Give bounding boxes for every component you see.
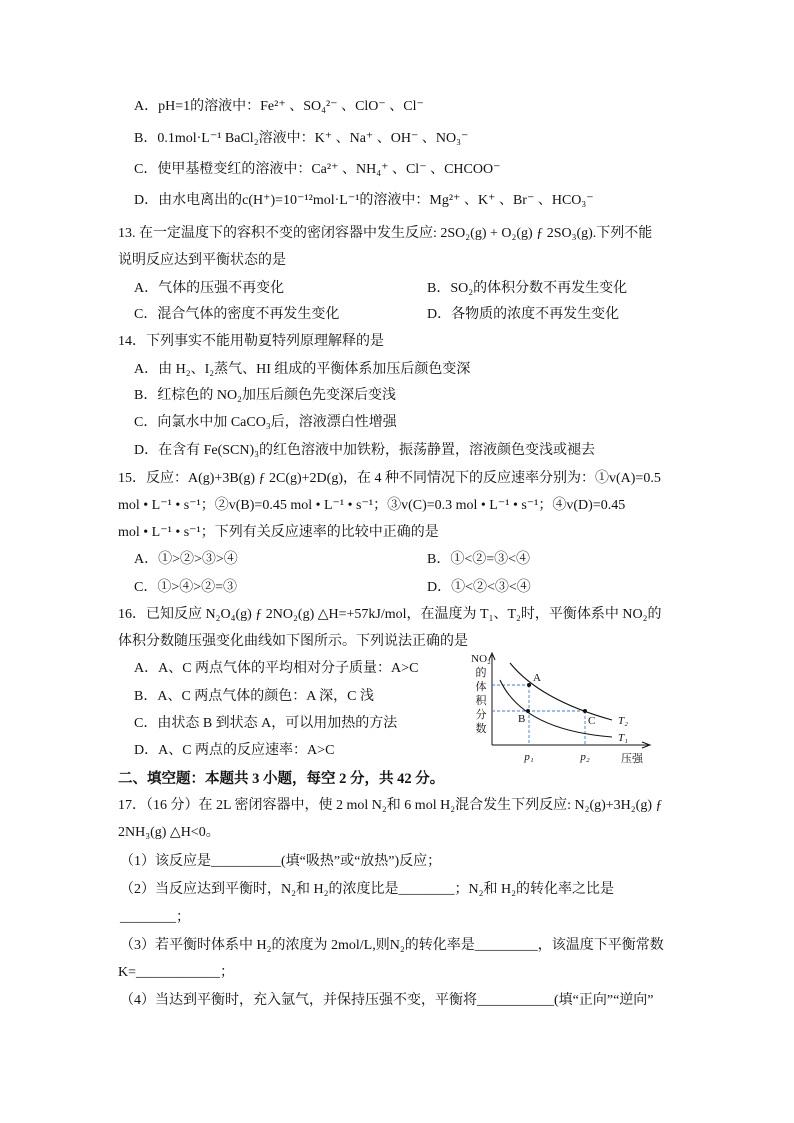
q17-stem-line-1: 17．（16 分）在 2L 密闭容器中，使 2 mol N₂和 6 mol H₂混合发生下列反应: N₂(g)+3H₂(g) ƒ <box>118 798 663 813</box>
q15-option-a: A．①>②>③>④ <box>134 552 238 567</box>
q13-stem-line-2: 说明反应达到平衡状态的是 <box>118 253 286 268</box>
q15-stem-line-2: mol • L⁻¹ • s⁻¹；②v(B)=0.45 mol • L⁻¹ • s⁻¹；③v(C)=0.3 mol • L⁻¹ • s⁻¹；④v(D)=0.45 <box>118 498 626 513</box>
y-axis-label-line-4: 积 <box>475 695 487 707</box>
point-c-label: C <box>588 715 596 727</box>
curve-t1 <box>500 680 612 737</box>
section-2-heading: 二、填空题：本题共 3 小题，每空 2 分，共 42 分。 <box>118 771 445 787</box>
q15-stem-line-1: 15．反应：A(g)+3B(g) ƒ 2C(g)+2D(g)，在 4 种不同情况下的反应速率分别为：①v(A)=0.5 <box>118 471 661 486</box>
point-c <box>583 709 587 713</box>
x-tick-p1: p₁ <box>524 751 534 763</box>
y-axis-label-line-5: 分 <box>475 709 487 721</box>
q12-option-c: C．使甲基橙变红的溶液中：Ca²⁺ 、NH₄⁺ 、Cl⁻ 、CHCOO⁻ <box>134 162 501 177</box>
q13-option-c: C．混合气体的密度不再发生变化 <box>134 307 340 322</box>
q16-option-b: B．A、C 两点气体的颜色：A 深，C 浅 <box>134 689 374 704</box>
q12-option-a: A．pH=1的溶液中：Fe²⁺ 、SO₄²⁻ 、ClO⁻ 、Cl⁻ <box>134 99 424 114</box>
q13-option-d: D．各物质的浓度不再发生变化 <box>427 307 620 322</box>
q16-stem-line-1: 16．已知反应 N₂O₄(g) ƒ 2NO₂(g) △H=+57kJ/mol，在温度为 T₁、T₂时，平衡体系中 NO₂的 <box>118 607 662 622</box>
q16-figure <box>465 648 655 770</box>
q17-part-2-continued: ________； <box>120 910 190 925</box>
q17-part-4: （4）当达到平衡时，充入氩气，并保持压强不变，平衡将___________(填“正向”“逆向” <box>120 993 654 1008</box>
q14-option-a: A．由 H₂、I₂蒸气、HI 组成的平衡体系加压后颜色变深 <box>134 362 471 377</box>
y-axis-label-line-1: NO₂ <box>471 653 491 665</box>
q12-option-d: D．由水电离出的c(H⁺)=10⁻¹²mol·L⁻¹的溶液中：Mg²⁺ 、K⁺ 、Br⁻ 、HCO₃⁻ <box>134 193 594 208</box>
q14-option-b: B．红棕色的 NO₂加压后颜色先变深后变浅 <box>134 388 396 403</box>
x-axis-label: 压强 <box>621 753 643 765</box>
curve-t1-label: T₁ <box>618 732 628 744</box>
q14-stem: 14．下列事实不能用勒夏特列原理解释的是 <box>118 334 384 349</box>
q16-option-d: D．A、C 两点的反应速率：A>C <box>134 743 335 758</box>
y-axis-label-line-6: 数 <box>475 723 487 735</box>
point-b <box>526 709 530 713</box>
q16-option-a: A．A、C 两点气体的平均相对分子质量：A>C <box>134 661 419 676</box>
point-a <box>527 683 531 687</box>
curve-t2 <box>510 663 612 720</box>
q17-part-3-continued: K=____________； <box>118 965 235 980</box>
y-axis-label-line-3: 体 <box>475 681 487 693</box>
q17-part-2: （2）当反应达到平衡时，N₂和 H₂的浓度比是________；N₂和 H₂的转化率之比是 <box>120 882 614 897</box>
point-a-label: A <box>533 672 541 684</box>
q13-stem-line-1: 13. 在一定温度下的容积不变的密闭容器中发生反应: 2SO₂(g) + O₂(g) ƒ 2SO₃(g).下列不能 <box>118 226 653 241</box>
q13-option-a: A．气体的压强不再变化 <box>134 281 285 296</box>
q14-option-c: C．向氯水中加 CaCO₃后，溶液漂白性增强 <box>134 415 397 430</box>
x-tick-p2: p₂ <box>580 751 590 763</box>
q16-stem-line-2: 体积分数随压强变化曲线如下图所示。下列说法正确的是 <box>118 634 468 649</box>
y-axis-label-line-2: 的 <box>475 667 487 679</box>
q15-option-b: B．①<②=③<④ <box>427 552 531 567</box>
q15-option-c: C．①>④>②=③ <box>134 580 238 595</box>
q15-stem-line-3: mol • L⁻¹ • s⁻¹；下列有关反应速率的比较中正确的是 <box>118 525 439 540</box>
q13-option-b: B．SO₂的体积分数不再发生变化 <box>427 281 628 296</box>
q15-option-d: D．①<②<③<④ <box>427 580 531 595</box>
point-b-label: B <box>518 713 526 725</box>
q17-stem-line-2: 2NH₃(g) △H<0。 <box>118 825 220 840</box>
q17-part-3: （3）若平衡时体系中 H₂的浓度为 2mol/L,则N₂的转化率是_________，该温度下平衡常数 <box>120 938 664 953</box>
q17-part-1: （1）该反应是__________(填“吸热”或“放热”)反应； <box>120 854 442 869</box>
q16-option-c: C．由状态 B 到状态 A，可以用加热的方法 <box>134 716 398 731</box>
q12-option-b: B．0.1mol·L⁻¹ BaCl₂溶液中：K⁺ 、Na⁺ 、OH⁻ 、NO₃⁻ <box>134 131 469 146</box>
curve-t2-label: T₂ <box>618 715 628 727</box>
q14-option-d: D．在含有 Fe(SCN)₃的红色溶液中加铁粉，振荡静置，溶液颜色变浅或褪去 <box>134 443 596 458</box>
